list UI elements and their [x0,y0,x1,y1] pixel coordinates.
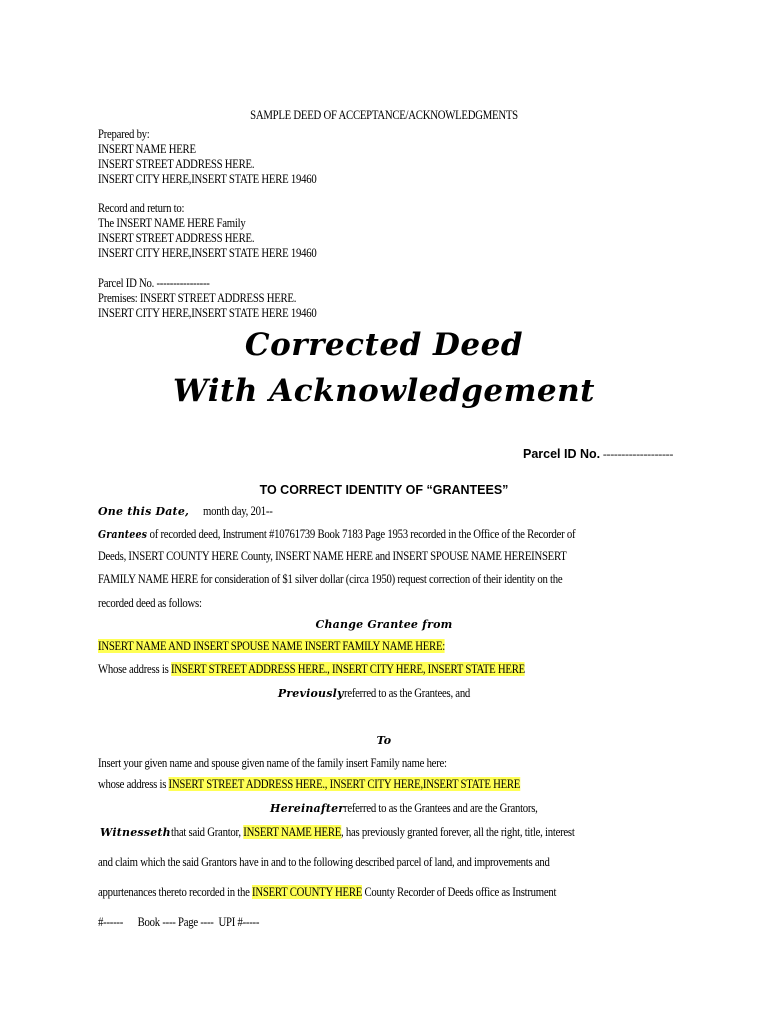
previously-rest: referred to as the Grantees, and [343,686,470,700]
old-names-highlight: INSERT NAME AND INSERT SPOUSE NAME INSERT FAMILY NAME HERE: [98,639,445,653]
body-line-2: Deeds, INSERT COUNTY HERE County, INSERT NAME HERE and INSERT SPOUSE NAME HEREINSERT [98,549,567,563]
prepared-by-city-state: INSERT CITY HERE,INSERT STATE HERE 19460 [98,172,317,186]
subheading [0,483,768,498]
new-names-line: Insert your given name and spouse given name of the family insert Family name here: [98,756,447,770]
new-address-prefix: whose address is [98,777,169,791]
parcel-id-right-dashes: ------------------- [602,447,674,461]
prepared-by-label: Prepared by: [98,127,150,141]
grantor-name-highlight: INSERT NAME HERE [243,825,341,839]
witnesseth-before: that said Grantor, [170,825,244,839]
old-address-prefix: Whose address is [98,662,171,676]
body-line-1-text: of recorded deed, Instrument #10761739 Book 7183 Page 1953 recorded in the Office of the Recorder of [147,527,576,541]
claim-line: and claim which the said Grantors have in and to the following described parcel of land, and improvements and [98,855,550,869]
old-address-highlight: INSERT STREET ADDRESS HERE., INSERT CITY HERE, INSERT STATE HERE [170,662,525,676]
grantees-word: Grantees [98,528,148,541]
subheading-text: TO CORRECT IDENTITY OF “GRANTEES” [259,483,509,497]
county-highlight: INSERT COUNTY HERE [252,885,363,899]
record-return-label: Record and return to: [98,201,185,215]
deed-title-line2: With Acknowledgement [173,373,595,409]
deed-title-line1: Corrected Deed [244,327,524,363]
hereinafter-word: Hereinafter [270,802,345,815]
body-line-4: recorded deed as follows: [98,596,202,610]
record-return-family: The INSERT NAME HERE Family [98,216,246,230]
new-address-highlight: INSERT STREET ADDRESS HERE., INSERT CITY HERE,INSERT STATE HERE [168,777,521,791]
prepared-by-street: INSERT STREET ADDRESS HERE. [98,157,255,171]
previously-word: Previously [277,687,344,700]
to-line [0,733,768,748]
body-line-3: FAMILY NAME HERE for consideration of $1 silver dollar (circa 1950) request correction of their identity on the [98,572,563,586]
premises-line: Premises: INSERT STREET ADDRESS HERE. [98,291,297,305]
change-grantee-from [0,617,768,632]
old-names-line [98,639,445,654]
hereinafter-rest: referred to as the Grantees and are the Grantors, [344,801,538,815]
record-return-street: INSERT STREET ADDRESS HERE. [98,231,255,245]
new-address-line [98,777,520,792]
parcel-id-right-label: Parcel ID No. [523,447,601,461]
witnesseth-line [100,825,640,840]
old-address-line [98,662,525,677]
date-line [98,504,284,519]
appurtenances-line [98,885,556,900]
instrument-line: #------ Book ---- Page ---- UPI #----- [98,915,260,929]
document-header: SAMPLE DEED OF ACCEPTANCE/ACKNOWLEDGMENTS [250,108,518,122]
date-text: month day, 201-- [202,504,273,518]
to-word: To [376,734,392,747]
change-grantee-text: Change Grantee from [315,618,453,631]
parcel-id-right [523,447,673,462]
body-line-1 [98,527,575,542]
premises-city-state: INSERT CITY HERE,INSERT STATE HERE 19460 [98,306,317,320]
hereinafter-line [270,801,569,816]
witnesseth-after: , has previously granted forever, all the right, title, interest [340,825,575,839]
prepared-by-name: INSERT NAME HERE [98,142,196,156]
parcel-id-line: Parcel ID No. ---------------- [98,276,210,290]
record-return-city-state: INSERT CITY HERE,INSERT STATE HERE 19460 [98,246,317,260]
date-prefix: One this Date, [98,505,190,518]
appurtenances-before: appurtenances thereto recorded in the [98,885,253,899]
witnesseth-rest [171,825,575,840]
appurtenances-after: County Recorder of Deeds office as Instrument [362,885,557,899]
witnesseth-word: Witnesseth [100,826,171,839]
previously-line [0,686,768,701]
